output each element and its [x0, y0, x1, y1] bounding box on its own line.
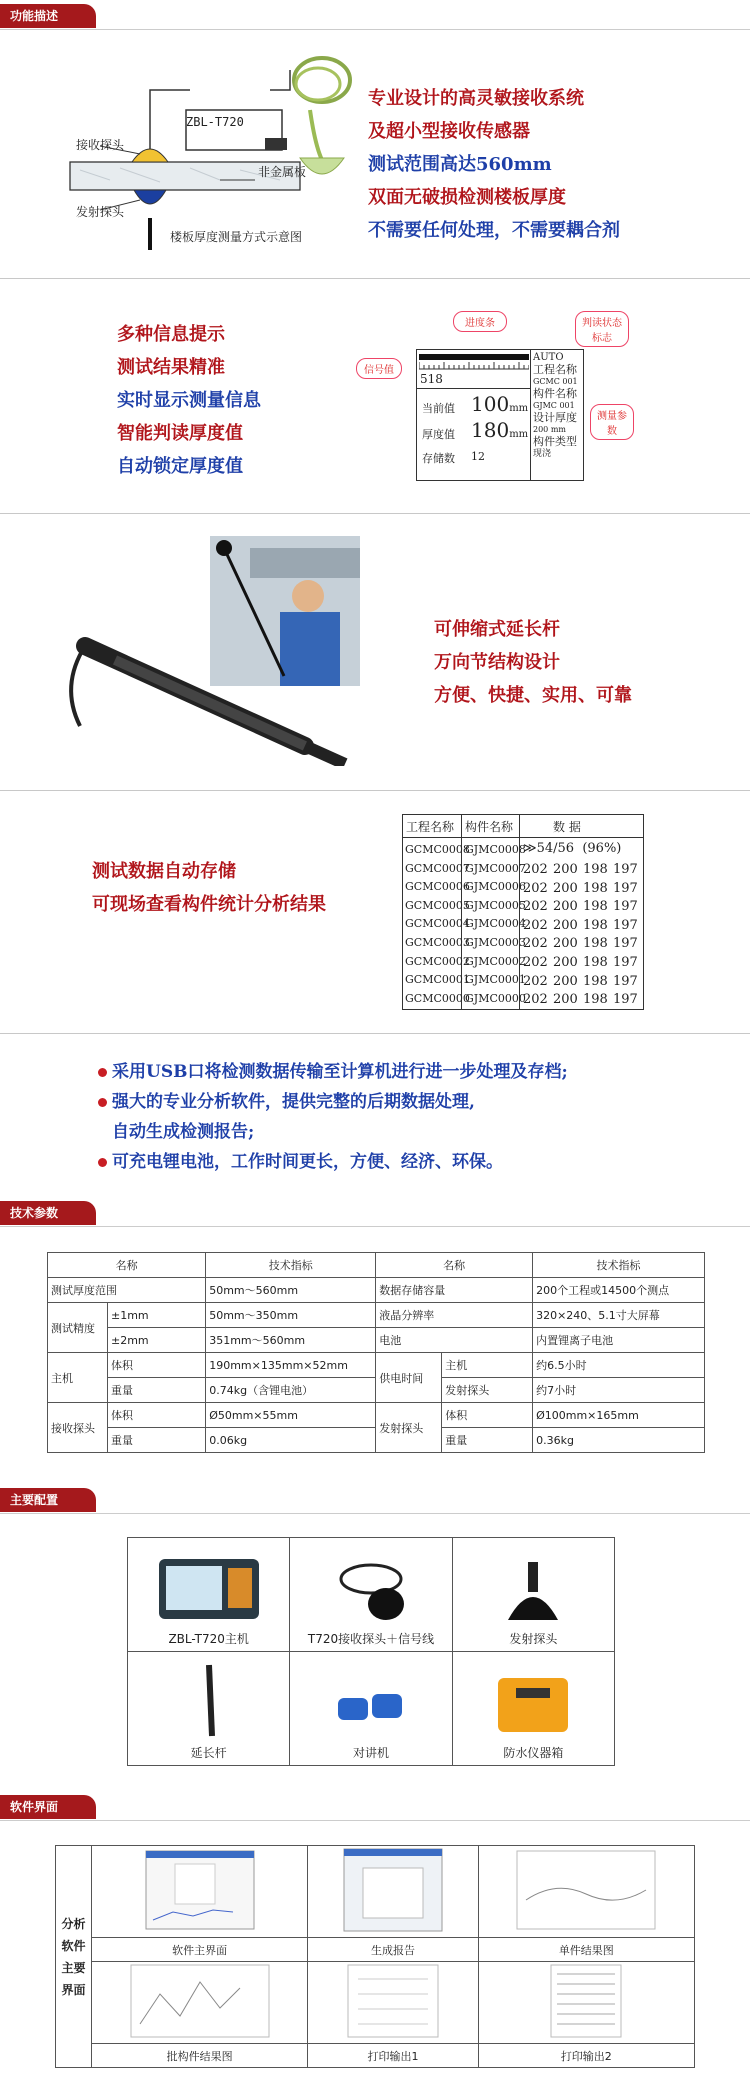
software-thumb — [92, 1962, 308, 2044]
feature-line: 测试数据自动存储 — [92, 861, 236, 882]
feature-line: 可现场查看构件统计分析结果 — [92, 894, 326, 915]
config-item: 防水仪器箱 — [452, 1652, 614, 1766]
list-item: GJMC0005 — [465, 898, 526, 912]
receiver-label: 接收探头 — [76, 138, 125, 152]
software-thumb — [478, 1962, 694, 2044]
thickness-value: 180mm — [471, 418, 529, 442]
list-item: GJMC0002 — [465, 954, 526, 968]
lcd-params: 工程名称 GCMC 001 构件名称 GJMC 001 设计厚度 200 mm 构件类型 现浇 — [533, 363, 578, 459]
software-side-label: 分析 软件 主要 界面 — [56, 1846, 92, 2068]
list-item: GJMC0001 — [465, 973, 526, 987]
list-item: GJMC0006 — [465, 880, 526, 894]
list-item: GJMC0004 — [465, 917, 526, 931]
list-item: GJMC0000 — [465, 991, 526, 1005]
auto-flag: AUTO — [533, 352, 564, 363]
list-item: GCMC0002 — [405, 954, 470, 968]
list-item: GCMC0007 — [405, 861, 470, 875]
list-item: GCMC0005 — [405, 898, 470, 912]
config-item: 对讲机 — [290, 1652, 452, 1766]
bullet-item: 可充电锂电池，工作时间更长，方便、经济、环保。 — [98, 1147, 503, 1177]
current-label: 当前值 — [422, 402, 455, 415]
section-header-config: 主要配置 — [0, 1484, 750, 1516]
progress-bar — [419, 354, 529, 360]
list-item: GCMC0008 — [405, 843, 470, 856]
table-row: 202 200 198 197 — [523, 992, 638, 1008]
summary: ≫54/56 (96%) — [523, 841, 622, 856]
lcd-screen — [416, 349, 584, 481]
count-value: 12 — [471, 450, 485, 463]
feature-line: 双面无破损检测楼板厚度 — [368, 187, 566, 208]
config-table — [127, 1537, 615, 1766]
software-thumb — [308, 1846, 478, 1938]
section-header-specs: 技术参数 — [0, 1197, 750, 1229]
config-item: 延长杆 — [128, 1652, 290, 1766]
list-item: GCMC0000 — [405, 991, 470, 1005]
feature-line: 多种信息提示 — [117, 324, 225, 345]
software-thumb — [92, 1846, 308, 1938]
software-thumb — [308, 1962, 478, 2044]
table-row: 202 200 198 197 — [523, 936, 638, 952]
callout-signal: 信号值 — [356, 358, 402, 379]
data-list-screen: 工程名称 构件名称 数 据 GCMC0008 GCMC0007 GCMC0006 GCMC0005 GCMC0004 GCMC0003 GCMC0002 GCMC0001 GCMC0000 GJMC0008 GJMC0007 GJMC0006 GJMC0005 GJMC0004 GJMC0003 GJMC0002 GJMC0001 GJMC0000 ≫54/56 (96%) 202 200 198 197 202 200 198 197 202 200 198 197 202 200 198 197 202 200 198 197 202 200 198 197 202 200 198 197 202 200 198 197 — [402, 814, 644, 1010]
table-row: 202 200 198 197 — [523, 954, 638, 970]
feature-line: 智能判读厚度值 — [117, 423, 243, 444]
feature-line: 不需要任何处理，不需要耦合剂 — [368, 220, 620, 241]
count-label: 存储数 — [422, 452, 455, 465]
config-item: T720接收探头＋信号线 — [290, 1538, 452, 1652]
bullet-dot-icon — [98, 1068, 107, 1077]
list-item: GJMC0008 — [465, 843, 526, 856]
signal-value: 518 — [420, 372, 443, 386]
config-item: ZBL-T720主机 — [128, 1538, 290, 1652]
feature-line: 专业设计的高灵敏接收系统 — [368, 88, 584, 109]
callout-progress: 进度条 — [453, 311, 507, 332]
table-row: 202 200 198 197 — [523, 862, 638, 877]
diagram-caption: 楼板厚度测量方式示意图 — [170, 230, 303, 244]
spec-table: 名称 技术指标 名称 技术指标 测试厚度范围 50mm～560mm 数据存储容量 200个工程或14500个测点 测试精度 ±1mm 50mm～350mm 液晶分辨率 320×240、5.1寸大屏幕 ±2mm 351mm～560mm 电池 内置锂离子电池 主机 体积 190mm×135mm×52mm 供电时间 主机 约6.5小时 重量 0.74kg（含锂电池） 发射探头 约7小时 接收探头 体积 Ø50mm×55mm 发射探头 体积 Ø100mm×165mm 重量 0.06kg 重量 0.36kg — [47, 1252, 705, 1453]
device-label: ZBL-T720 — [186, 115, 244, 129]
list-item: GCMC0004 — [405, 917, 470, 931]
section-header-features — [0, 0, 750, 32]
feature-line: 可伸缩式延长杆 — [434, 619, 560, 640]
feature-line: 万向节结构设计 — [434, 652, 560, 673]
config-item: 发射探头 — [452, 1538, 614, 1652]
list-item: GCMC0003 — [405, 935, 470, 949]
table-row: 202 200 198 197 — [523, 880, 638, 896]
bullet-item: 强大的专业分析软件，提供完整的后期数据处理, — [98, 1087, 475, 1117]
bullet-item: 自动生成检测报告; — [112, 1122, 255, 1142]
software-table: 分析 软件 主要 界面 软件主界面 生成报告 单件结果图 批构件结果图 打印输出1 打印输出2 — [55, 1845, 695, 2068]
feature-line: 方便、快捷、实用、可靠 — [434, 685, 632, 706]
bullet-dot-icon — [98, 1158, 107, 1167]
plate-label: 非金属板 — [258, 165, 307, 179]
table-row: 202 200 198 197 — [523, 899, 638, 915]
feature-line: 测试范围高达560mm — [368, 154, 552, 175]
list-item: GCMC0001 — [405, 973, 470, 987]
list-item: GJMC0003 — [465, 935, 526, 949]
bullet-dot-icon — [98, 1098, 107, 1107]
list-item: GCMC0006 — [405, 880, 470, 894]
section-header-software: 软件界面 — [0, 1791, 750, 1823]
feature-line: 实时显示测量信息 — [117, 390, 261, 411]
feature-line: 自动锁定厚度值 — [117, 456, 243, 477]
callout-status: 判读状态标志 — [575, 311, 629, 347]
feature-line: 测试结果精准 — [117, 357, 225, 378]
table-row: 202 200 198 197 — [523, 973, 638, 989]
list-item: GJMC0007 — [465, 861, 526, 875]
feature-line: 及超小型接收传感器 — [368, 121, 530, 142]
callout-params: 测量参数 — [590, 404, 634, 440]
person-measuring-photo — [210, 536, 360, 686]
current-value: 100mm — [471, 392, 529, 416]
thickness-label: 厚度值 — [422, 428, 455, 441]
table-row: 202 200 198 197 — [523, 917, 638, 933]
section-tab: 功能描述 — [0, 4, 96, 28]
emitter-label: 发射探头 — [76, 205, 125, 219]
software-thumb — [478, 1846, 694, 1938]
bullet-item: 采用USB口将检测数据传输至计算机进行进一步处理及存档; — [98, 1057, 568, 1087]
